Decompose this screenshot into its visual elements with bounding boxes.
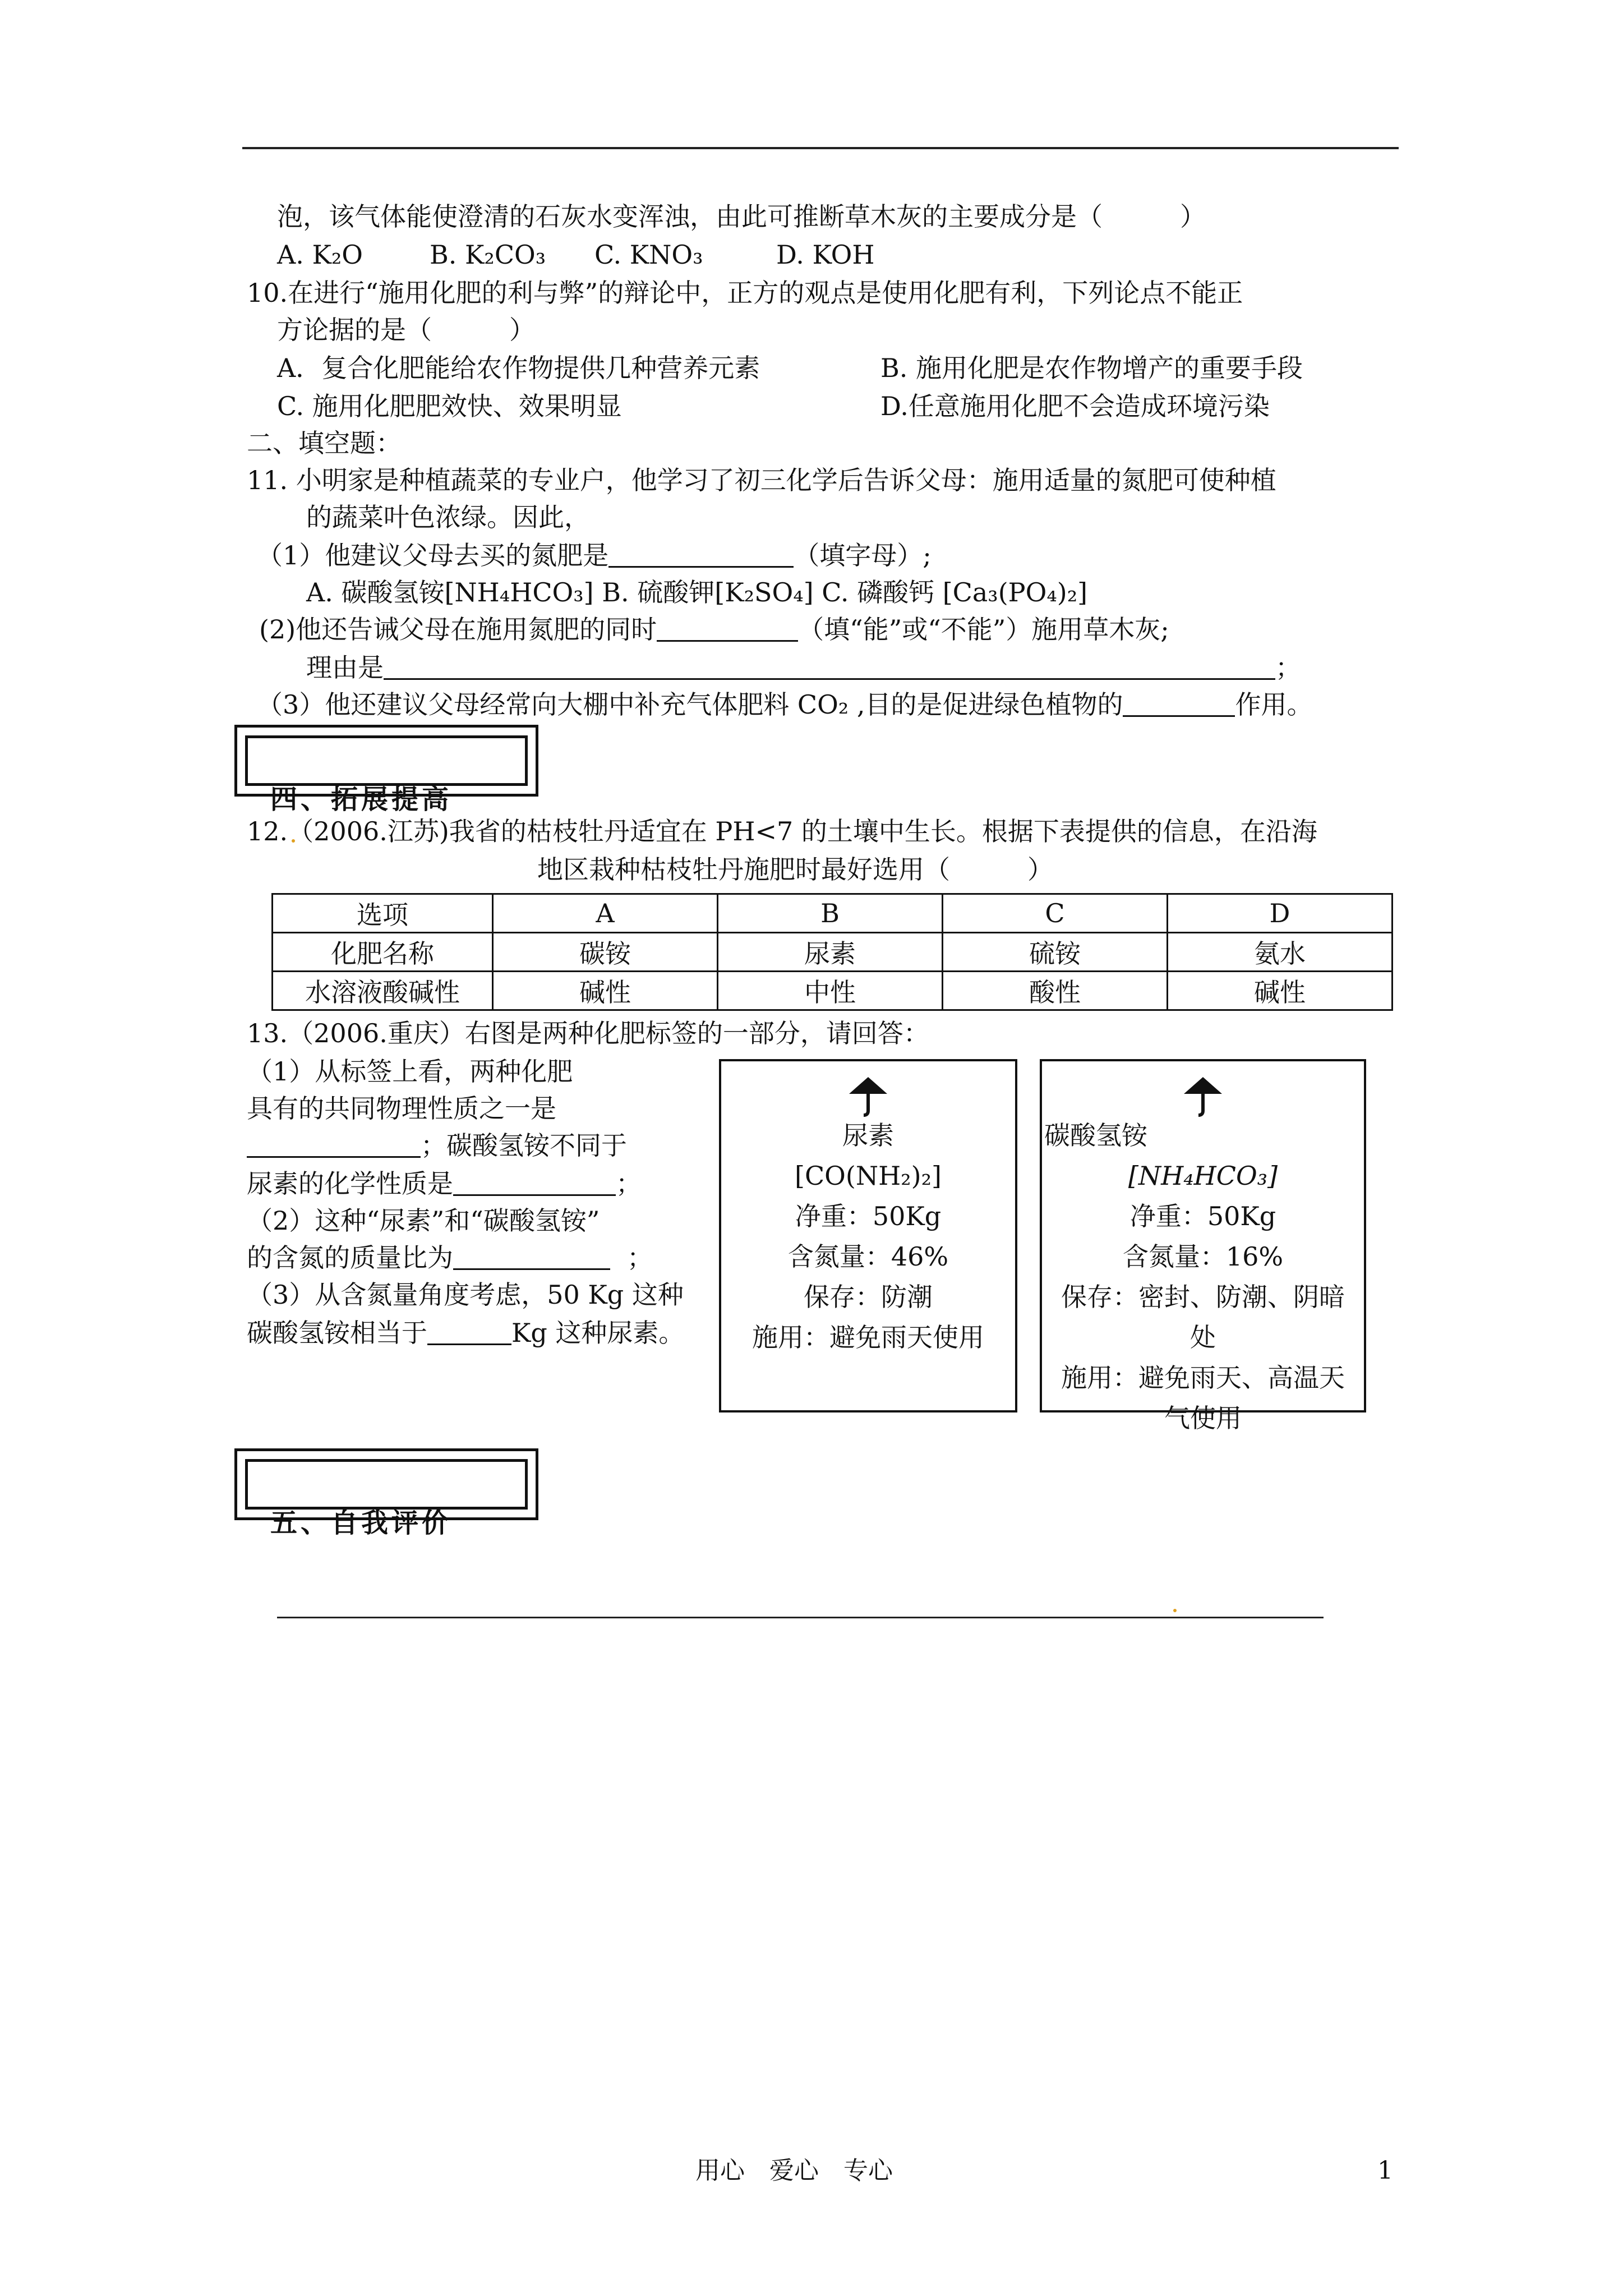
q13-line8-end: Kg 这种尿素。 [511, 1318, 685, 1348]
q13-blank-ratio[interactable] [453, 1244, 610, 1270]
table-cell: 尿素 [718, 933, 943, 972]
q12-fertilizer-table [271, 893, 1393, 1011]
urea-label [719, 1059, 1017, 1412]
q11-part2-suffix: （填“能”或“不能”）施用草木灰; [798, 614, 1169, 645]
q13-line8 [247, 1316, 684, 1350]
q13-line3-text: ；碳酸氢铵不同于 [421, 1130, 627, 1161]
q13-line2: 具有的共同物理性质之一是 [247, 1093, 556, 1124]
section-heading-extension [234, 725, 538, 815]
q9-line: 泡，该气体能使澄清的石灰水变浑浊，由此可推断草木灰的主要成分是（ ） [277, 201, 1206, 232]
urea-storage: 保存：防潮 [804, 1282, 933, 1312]
q11-part3-blank[interactable] [1123, 691, 1235, 717]
q13-line5: （2）这种“尿素”和“碳酸氢铵” [247, 1205, 600, 1236]
q10-line2: 方论据的是（ ） [277, 315, 535, 345]
table-cell: A [493, 894, 718, 933]
q12-line1: 12.（2006.江苏)我省的枯枝牡丹适宜在 PH<7 的土壤中生长。根据下表提供的信息，在沿海 [247, 816, 1317, 846]
ammonium-bicarbonate-label [1040, 1059, 1366, 1433]
q11-part1 [257, 539, 932, 572]
table-cell: 碱性 [1168, 972, 1393, 1010]
urea-usage: 施用：避免雨天使用 [752, 1322, 984, 1352]
q10-option-d: D.任意施用化肥不会造成环境污染 [880, 391, 1270, 421]
q13-line4 [247, 1167, 642, 1200]
table-row [273, 894, 1393, 933]
table-cell: 水溶液酸碱性 [273, 972, 493, 1010]
table-cell: C [943, 894, 1168, 933]
page-number: 1 [1377, 2156, 1393, 2185]
q11-part2-blank[interactable] [657, 615, 798, 642]
q11-part1-text: （1）他建议父母去买的氮肥是 [257, 540, 609, 570]
nh4hco3-storage: 保存：密封、防潮、阴暗 [1061, 1282, 1345, 1312]
bottom-rule [277, 1617, 1324, 1618]
q9-option-b: B. K₂CO₃ [430, 240, 546, 270]
q13-line6-text: 的含氮的质量比为 [247, 1243, 453, 1273]
q11-part1-options: A. 碳酸氢铵[NH₄HCO₃] B. 硫酸钾[K₂SO₄] C. 磷酸钙 [Ca₃(PO₄)₂] [306, 577, 1088, 608]
urea-formula: [CO(NH₂)₂] [795, 1161, 942, 1191]
q13-line4-text: 尿素的化学性质是 [247, 1168, 453, 1199]
q13-line4-end: ； [616, 1168, 642, 1199]
q11-part3 [257, 688, 1312, 721]
q13-line6 [247, 1241, 653, 1274]
q11-reason [306, 651, 1301, 684]
umbrella-icon [846, 1074, 891, 1119]
q9-option-c: C. KNO₃ [594, 240, 703, 270]
umbrella-icon [1181, 1074, 1225, 1119]
q13-line3 [247, 1129, 627, 1162]
q11-reason-end: ； [1275, 652, 1301, 683]
q13-blank-mass[interactable] [427, 1319, 511, 1345]
q11-part1-suffix: （填字母）; [794, 540, 932, 570]
section-heading-self-evaluation [234, 1448, 538, 1539]
q13-blank-chemical[interactable] [453, 1170, 616, 1196]
table-cell: 酸性 [943, 972, 1168, 1010]
section-title-fill-in: 二、填空题： [247, 428, 402, 458]
section-heading-extension-text: 四、拓展提高 [270, 784, 453, 815]
q11-line2: 的蔬菜叶色浓绿。因此， [306, 502, 590, 532]
q11-part3-text: （3）他还建议父母经常向大棚中补充气体肥料 CO₂ ,目的是促进绿色植物的 [257, 689, 1123, 720]
nh4hco3-storage-cont: 处 [1190, 1322, 1216, 1352]
table-cell: 中性 [718, 972, 943, 1010]
q11-part2-text: (2)他还告诫父母在施用氮肥的同时 [259, 614, 657, 645]
urea-weight: 净重：50Kg [795, 1201, 942, 1231]
q13-line7: （3）从含氮量角度考虑，50 Kg 这种 [247, 1280, 684, 1310]
q11-reason-label: 理由是 [306, 652, 384, 683]
q11-part3-suffix: 作用。 [1235, 689, 1313, 720]
q11-reason-blank[interactable] [384, 654, 1275, 680]
table-cell: B [718, 894, 943, 933]
q10-option-a: A．复合化肥能给农作物提供几种营养元素 [277, 353, 760, 383]
nh4hco3-name: 碳酸氢铵 [1044, 1120, 1147, 1151]
section-heading-self-evaluation-frame [245, 1459, 528, 1539]
table-row [273, 972, 1393, 1010]
table-cell: 碳铵 [493, 933, 718, 972]
footer-motto: 用心 爱心 专心 [695, 2156, 893, 2185]
header-rule [242, 147, 1399, 149]
section-heading-self-evaluation-text: 五、自我评价 [270, 1507, 453, 1539]
q9-option-d: D. KOH [776, 240, 875, 270]
q13-line1: （1）从标签上看，两种化肥 [247, 1056, 573, 1087]
q11-line1: 11. 小明家是种植蔬菜的专业户，他学习了初三化学后告诉父母：施用适量的氮肥可使种植 [247, 465, 1276, 495]
q10-option-b: B. 施用化肥是农作物增产的重要手段 [880, 353, 1303, 383]
decor-dot [1173, 1609, 1177, 1612]
q10-option-c: C. 施用化肥肥效快、效果明显 [277, 391, 622, 421]
section-heading-extension-frame [245, 735, 528, 815]
q11-part2 [259, 613, 1169, 646]
nh4hco3-usage-cont: 气使用 [1164, 1403, 1242, 1433]
table-cell: 选项 [273, 894, 493, 933]
q13-line8-text: 碳酸氢铵相当于 [247, 1318, 427, 1348]
urea-name: 尿素 [842, 1120, 894, 1151]
table-row [273, 933, 1393, 972]
q10-line1: 10.在进行“施用化肥的利与弊”的辩论中，正方的观点是使用化肥有利，下列论点不能正 [247, 278, 1243, 308]
nh4hco3-weight: 净重：50Kg [1129, 1201, 1276, 1231]
nh4hco3-usage: 施用：避免雨天、高温天 [1061, 1363, 1345, 1393]
urea-nitrogen: 含氮量：46% [787, 1241, 949, 1272]
table-cell: 氨水 [1168, 933, 1393, 972]
q11-part1-blank[interactable] [608, 541, 794, 568]
nh4hco3-formula: [NH₄HCO₃] [1128, 1161, 1278, 1191]
table-cell: 化肥名称 [273, 933, 493, 972]
table-cell: D [1168, 894, 1393, 933]
q13-line6-end: ； [627, 1243, 653, 1273]
nh4hco3-nitrogen: 含氮量：16% [1122, 1241, 1284, 1272]
q13-blank-physical[interactable] [247, 1131, 421, 1158]
table-cell: 硫铵 [943, 933, 1168, 972]
q9-option-a: A. K₂O [277, 240, 363, 270]
q13-intro: 13.（2006.重庆）右图是两种化肥标签的一部分，请回答： [247, 1018, 929, 1048]
table-cell: 碱性 [493, 972, 718, 1010]
q12-line2: 地区栽种枯枝牡丹施肥时最好选用（ ） [537, 854, 1053, 885]
